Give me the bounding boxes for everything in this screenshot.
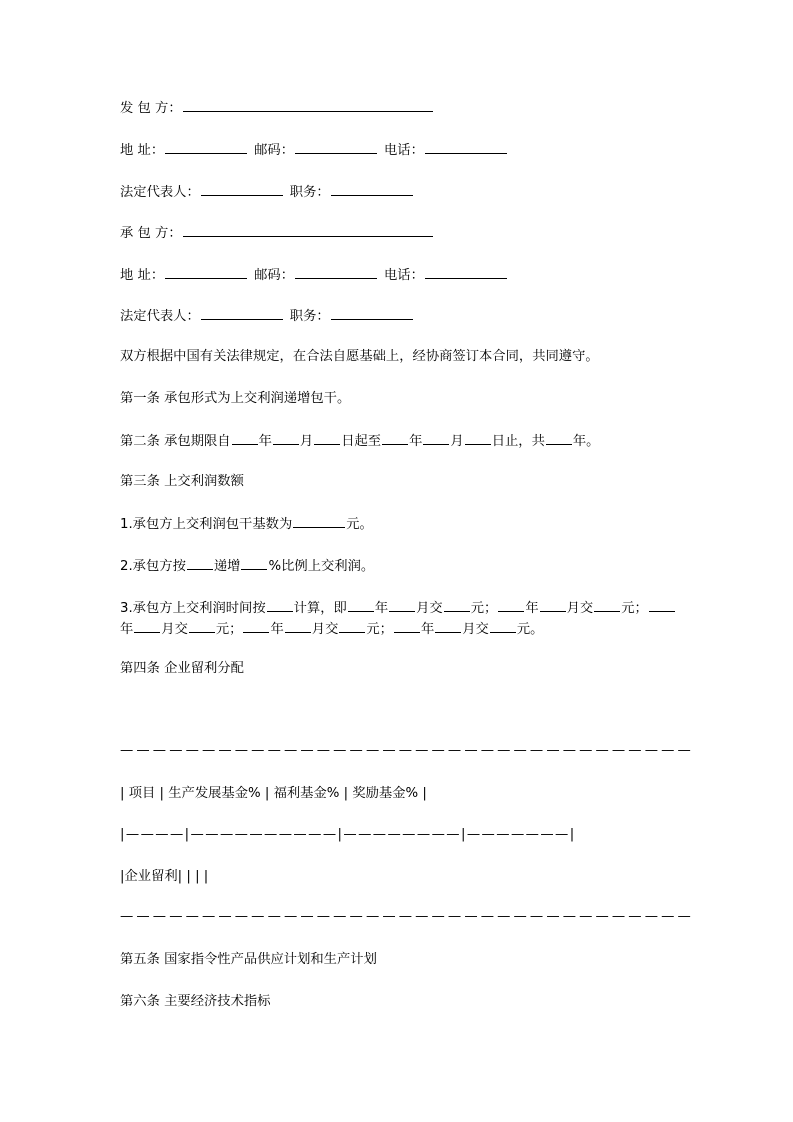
pay-year-blank[interactable] <box>348 598 374 612</box>
party-a-contact-line <box>120 140 508 160</box>
base-amount-blank[interactable] <box>293 514 345 528</box>
pay-year-blank[interactable] <box>394 619 420 633</box>
pay-month-blank[interactable] <box>540 598 566 612</box>
party-b-blank[interactable] <box>183 223 433 237</box>
total-years-blank[interactable] <box>546 431 572 445</box>
yuan-label: 元。 <box>346 517 373 532</box>
pay-year-blank[interactable] <box>498 598 524 612</box>
party-a-rep-blank[interactable] <box>201 182 283 196</box>
item-1-text: 1.承包方上交利润包干基数为 <box>120 517 293 532</box>
start-year-blank[interactable] <box>232 431 258 445</box>
article-2-text: 第二条 承包期限自 <box>120 434 231 449</box>
intro-paragraph: 双方根据中国有关法律规定，在合法自愿基础上，经协商签订本合同，共同遵守。 <box>120 349 599 364</box>
to-label: 日止，共 <box>491 434 545 449</box>
month-label: 月 <box>299 434 314 449</box>
start-month-blank[interactable] <box>273 431 299 445</box>
party-a-phone-blank[interactable] <box>425 140 507 154</box>
yuan-sep-label: 元； <box>621 601 648 616</box>
pay-label: 月交 <box>311 622 339 637</box>
party-b-rep-blank[interactable] <box>201 306 283 320</box>
increment-label: 递增 <box>213 559 241 574</box>
party-b-postcode-label: 邮码： <box>254 268 295 283</box>
party-a-blank[interactable] <box>183 98 433 112</box>
pay-month-blank[interactable] <box>285 619 311 633</box>
party-b-phone-label: 电话： <box>384 268 424 283</box>
start-day-blank[interactable] <box>314 431 340 445</box>
ratio-label: %比例上交利润。 <box>268 559 375 574</box>
pay-label: 月交 <box>566 601 594 616</box>
party-b-title-label: 职务： <box>289 309 330 324</box>
party-a-rep-label: 法定代表人： <box>120 185 200 200</box>
party-b-rep-label: 法定代表人： <box>120 309 200 324</box>
pay-year-blank[interactable] <box>649 598 675 612</box>
party-a-title-blank[interactable] <box>331 182 413 196</box>
party-a-address-blank[interactable] <box>165 140 247 154</box>
pay-year-blank[interactable] <box>243 619 269 633</box>
end-year-blank[interactable] <box>382 431 408 445</box>
article-2 <box>120 431 599 451</box>
party-b-contact-line <box>120 265 508 285</box>
table-data-row: |企业留利| | | | <box>120 869 209 884</box>
year-label: 年 <box>120 622 134 637</box>
pay-label: 月交 <box>161 622 188 637</box>
pay-amount-blank[interactable] <box>594 598 620 612</box>
party-b-title-blank[interactable] <box>331 306 413 320</box>
article-3-item-1 <box>120 514 373 534</box>
years-label: 年。 <box>572 434 600 449</box>
party-a-postcode-blank[interactable] <box>295 140 377 154</box>
article-3-item-3-line-2 <box>120 619 543 639</box>
increment-rate-blank[interactable] <box>241 556 267 570</box>
yuan-end-label: 元。 <box>516 622 544 637</box>
table-bottom-rule: ——————————————————————————————————— <box>120 909 694 924</box>
party-a-rep-line <box>120 182 414 202</box>
article-1: 第一条 承包形式为上交利润递增包干。 <box>120 391 351 406</box>
pay-label: 月交 <box>416 601 443 616</box>
article-5: 第五条 国家指令性产品供应计划和生产计划 <box>120 952 377 967</box>
year-label: 年 <box>258 434 272 449</box>
party-b-postcode-blank[interactable] <box>295 265 377 279</box>
article-6: 第六条 主要经济技术指标 <box>120 994 271 1009</box>
year-label: 年 <box>270 622 284 637</box>
article-3-title: 第三条 上交利润数额 <box>120 474 244 489</box>
article-3-item-3-line-1 <box>120 598 676 618</box>
party-a-postcode-label: 邮码： <box>254 143 295 158</box>
year-label: 年 <box>420 622 435 637</box>
table-top-rule: ——————————————————————————————————— <box>120 743 694 758</box>
from-label: 日起至 <box>341 434 382 449</box>
party-b-label: 承 包 方： <box>120 226 182 241</box>
item-3-text: 3.承包方上交利润时间按 <box>120 601 266 616</box>
party-b-address-blank[interactable] <box>165 265 247 279</box>
pay-amount-blank[interactable] <box>444 598 470 612</box>
pay-label: 月交 <box>462 622 489 637</box>
pay-amount-blank[interactable] <box>339 619 365 633</box>
party-a-label: 发 包 方： <box>120 101 182 116</box>
yuan-sep-label: 元； <box>215 622 243 637</box>
year-label: 年 <box>409 434 423 449</box>
party-b-line <box>120 223 434 243</box>
item-2-text: 2.承包方按 <box>120 559 186 574</box>
pay-amount-blank[interactable] <box>490 619 516 633</box>
party-a-address-label: 地 址： <box>120 143 165 158</box>
party-a-line <box>120 98 434 118</box>
party-a-title-label: 职务： <box>289 185 330 200</box>
party-b-address-label: 地 址： <box>120 268 165 283</box>
party-b-phone-blank[interactable] <box>425 265 507 279</box>
article-4-title: 第四条 企业留利分配 <box>120 661 244 676</box>
month-label: 月 <box>450 434 464 449</box>
yuan-sep-label: 元； <box>470 601 498 616</box>
end-day-blank[interactable] <box>465 431 491 445</box>
year-label: 年 <box>374 601 389 616</box>
pay-amount-blank[interactable] <box>189 619 215 633</box>
article-3-item-2 <box>120 556 374 576</box>
increment-basis-blank[interactable] <box>187 556 213 570</box>
year-label: 年 <box>525 601 539 616</box>
end-month-blank[interactable] <box>423 431 449 445</box>
table-header-row: | 项目 | 生产发展基金% | 福利基金% | 奖励基金% | <box>120 786 427 801</box>
yuan-sep-label: 元； <box>366 622 393 637</box>
party-a-phone-label: 电话： <box>384 143 424 158</box>
calc-basis-blank[interactable] <box>267 598 293 612</box>
calc-label: 计算，即 <box>293 601 347 616</box>
pay-month-blank[interactable] <box>134 619 160 633</box>
pay-month-blank[interactable] <box>435 619 461 633</box>
table-separator-row: |————|——————————|————————|———————| <box>120 827 576 842</box>
party-b-rep-line <box>120 306 414 326</box>
pay-month-blank[interactable] <box>389 598 415 612</box>
